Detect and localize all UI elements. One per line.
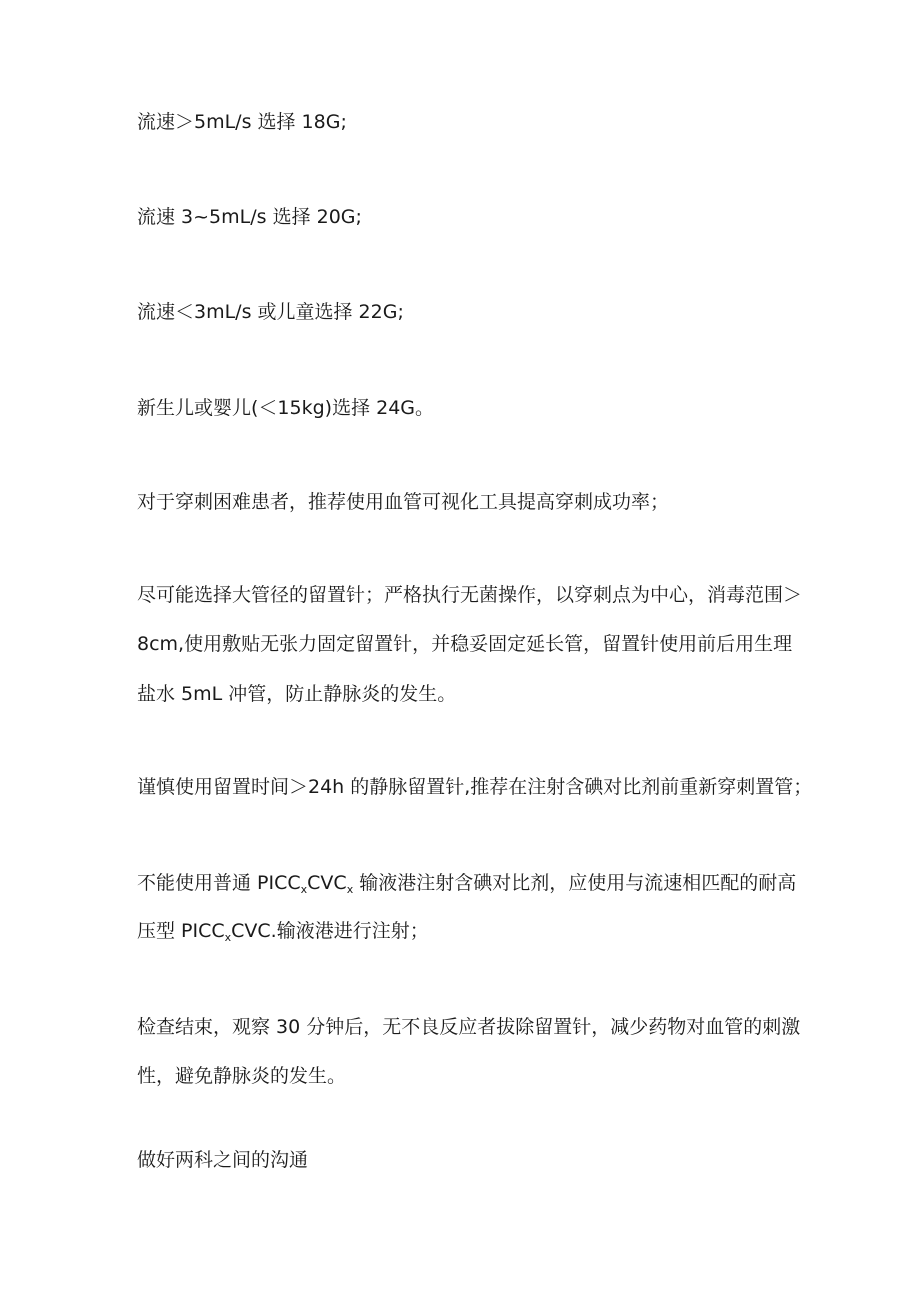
picc-text-2b: CVC.输液港进行注射； bbox=[231, 920, 429, 942]
picc-text-1a: 不能使用普通 PICC bbox=[137, 872, 301, 894]
paragraph-needle-line-3: 盐水 5mL 冲管，防止静脉炎的发生。 bbox=[137, 683, 457, 705]
paragraph-flow-18g: 流速＞5mL/s 选择 18G; bbox=[137, 111, 347, 133]
paragraph-indwelling-time: 谨慎使用留置时间＞24h 的静脉留置针,推荐在注射含碘对比剂前重新穿刺置管； bbox=[137, 776, 813, 798]
paragraph-flow-24g: 新生儿或婴儿(＜15kg)选择 24G。 bbox=[137, 397, 435, 419]
paragraph-communication: 做好两科之间的沟通 bbox=[137, 1149, 309, 1171]
paragraph-picc-line-1 bbox=[137, 871, 817, 902]
paragraph-needle-line-1: 尽可能选择大管径的留置针；严格执行无菌操作，以穿刺点为中心，消毒范围＞ bbox=[137, 584, 803, 606]
picc-text-1c: 输液港注射含碘对比剂，应使用与流速相匹配的耐高 bbox=[353, 872, 797, 894]
picc-subscript-2a: x bbox=[224, 931, 232, 944]
picc-text-2a: 压型 PICC bbox=[137, 920, 225, 942]
picc-subscript-1b: x bbox=[346, 883, 354, 896]
picc-subscript-1a: x bbox=[300, 883, 308, 896]
paragraph-flow-22g: 流速＜3mL/s 或儿童选择 22G; bbox=[137, 301, 404, 323]
paragraph-difficult-puncture: 对于穿刺困难患者，推荐使用血管可视化工具提高穿刺成功率； bbox=[137, 491, 670, 513]
paragraph-picc-line-2 bbox=[137, 919, 817, 950]
paragraph-exam-end-line-2: 性，避免静脉炎的发生。 bbox=[137, 1065, 347, 1087]
picc-text-1b: CVC bbox=[307, 872, 347, 894]
paragraph-exam-end-line-1: 检查结束，观察 30 分钟后，无不良反应者拔除留置针，减少药物对血管的刺激 bbox=[137, 1016, 801, 1038]
paragraph-flow-20g: 流速 3~5mL/s 选择 20G; bbox=[137, 206, 362, 228]
paragraph-needle-line-2: 8cm,使用敷贴无张力固定留置针，并稳妥固定延长管，留置针使用前后用生理 bbox=[137, 633, 793, 655]
